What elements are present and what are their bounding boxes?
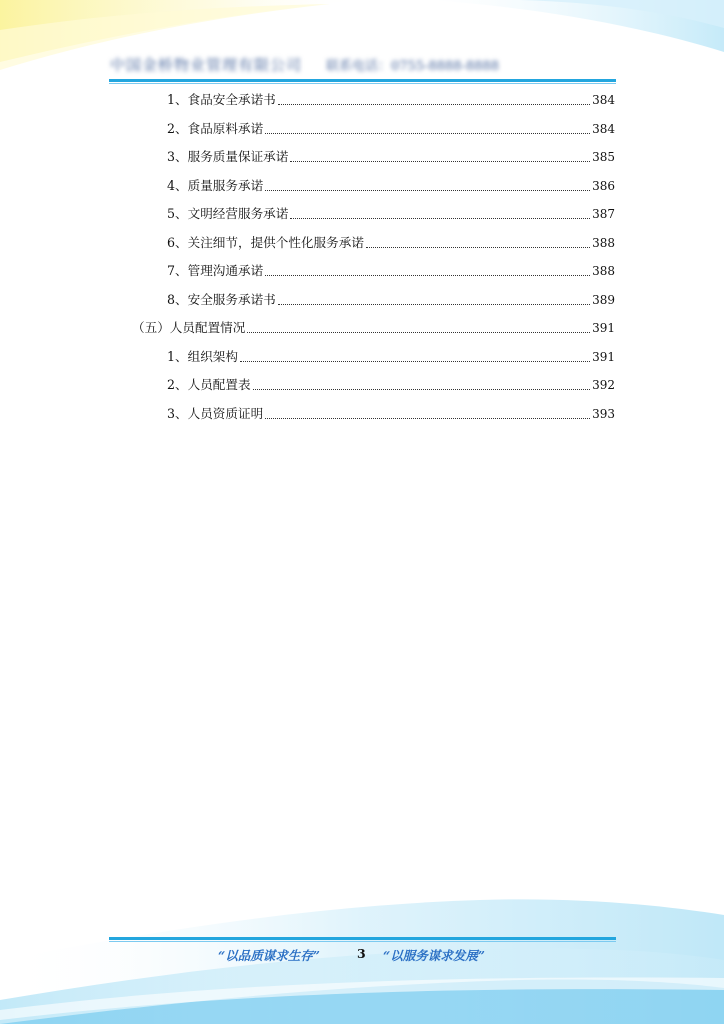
toc-entry-label: 8、安全服务承诺书 — [167, 291, 276, 307]
toc-entry-page: 384 — [592, 121, 615, 136]
footer-divider — [109, 937, 616, 940]
header-contact: 联系电话：0755-8888-8888 — [326, 58, 500, 74]
toc-entry-page: 384 — [592, 93, 615, 107]
toc-leader-dots — [278, 103, 590, 105]
toc-entry-label: 1、食品安全承诺书 — [167, 92, 276, 107]
toc-entry-label: 1、组织架构 — [167, 348, 238, 364]
toc-entry-page: 391 — [592, 349, 615, 364]
toc-section-entry[interactable] — [132, 318, 615, 338]
toc-leader-dots — [265, 417, 590, 419]
toc-leader-dots — [265, 189, 590, 191]
footer-divider-thin — [109, 941, 616, 942]
toc-entry-label: 3、服务质量保证承诺 — [167, 149, 289, 164]
header-divider — [109, 79, 616, 82]
toc-entry-label: 5、文明经营服务承诺 — [167, 206, 289, 221]
toc-leader-dots — [265, 274, 590, 276]
toc-entry-page: 392 — [592, 378, 615, 392]
footer-left-slogan: “以品质谋求生存” — [218, 948, 320, 963]
toc-entry-label: （五）人员配置情况 — [132, 320, 246, 335]
toc-entry-label: 4、质量服务承诺 — [167, 177, 264, 193]
toc-leader-dots — [265, 132, 590, 134]
toc-entry[interactable] — [167, 119, 615, 139]
header-divider-thin — [109, 83, 616, 84]
header-company-name: 中国金桥物业管理有限公司 — [110, 55, 303, 74]
toc-entry-page: 385 — [592, 150, 615, 164]
toc-entry[interactable] — [167, 290, 615, 310]
page-number: 3 — [357, 946, 366, 961]
toc-entry-page: 393 — [592, 406, 615, 421]
toc-entry-page: 391 — [592, 321, 615, 335]
toc-leader-dots — [290, 160, 590, 162]
toc-entry[interactable] — [167, 404, 615, 424]
page-header — [110, 53, 620, 75]
toc-leader-dots — [290, 217, 590, 219]
toc-entry-page: 387 — [592, 207, 615, 221]
toc-entry[interactable] — [167, 233, 615, 253]
toc-entry[interactable] — [167, 204, 615, 224]
toc-entry[interactable] — [167, 90, 615, 110]
toc-leader-dots — [278, 303, 590, 305]
toc-entry[interactable] — [167, 261, 615, 281]
toc-leader-dots — [366, 246, 590, 248]
toc-entry[interactable] — [167, 347, 615, 367]
toc-entry-page: 389 — [592, 292, 615, 307]
toc-entry[interactable] — [167, 176, 615, 196]
toc-entry[interactable] — [167, 375, 615, 395]
toc-entry-label: 2、食品原料承诺 — [167, 120, 264, 136]
toc-entry-page: 388 — [592, 235, 615, 250]
toc-entry[interactable] — [167, 147, 615, 167]
footer-right-slogan: “以服务谋求发展” — [383, 948, 485, 963]
toc-entry-label: 3、人员资质证明 — [167, 405, 264, 421]
toc-leader-dots — [253, 388, 591, 390]
toc-entry-label: 7、管理沟通承诺 — [167, 263, 264, 278]
toc-entry-page: 386 — [592, 178, 615, 193]
toc-entry-label: 2、人员配置表 — [167, 377, 251, 392]
page-footer — [0, 946, 724, 966]
toc-entry-label: 6、关注细节，提供个性化服务承诺 — [167, 234, 364, 250]
toc-leader-dots — [247, 331, 590, 333]
toc-entry-page: 388 — [592, 264, 615, 278]
toc-leader-dots — [240, 360, 590, 362]
